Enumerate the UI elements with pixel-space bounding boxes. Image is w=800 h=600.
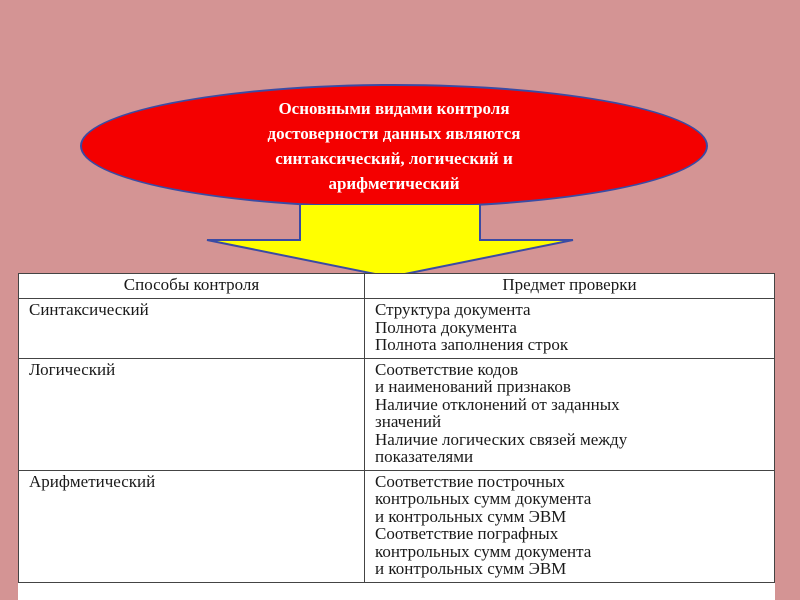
subject-cell [365,299,775,359]
callout-text [214,96,574,196]
down-arrow-icon [205,204,575,278]
subject-cell [365,358,775,470]
header-methods: Способы контроля [19,274,365,299]
table-row [19,470,775,582]
table-row [19,358,775,470]
callout-line: арифметический [328,174,460,193]
table-row [19,299,775,359]
subject-line: Наличие отклонений от заданных [375,394,620,414]
subject-line: и контрольных сумм ЭВМ [375,559,567,578]
method-cell: Синтаксический [19,299,365,359]
control-methods-table [18,273,775,600]
callout-line: достоверности данных являются [267,124,521,143]
subject-line: показателями [375,447,474,466]
subject-line: Структура документа [375,300,531,319]
subject-line: Полнота заполнения строк [375,335,569,354]
table-header-row [19,274,775,299]
header-subject: Предмет проверки [365,274,775,299]
method-cell: Логический [19,358,365,470]
method-cell: Арифметический [19,470,365,582]
subject-line: и контрольных сумм ЭВМ [375,506,567,526]
subject-line: Соответствие построчных [375,471,565,491]
subject-line: Соответствие кодов [375,359,519,379]
subject-line: контрольных сумм документа [375,489,592,508]
subject-line: значений [375,412,442,431]
subject-line: и наименований признаков [375,377,571,396]
callout-ellipse [80,84,708,208]
callout-line: Основными видами контроля [278,99,510,118]
subject-line: Полнота документа [375,317,517,337]
subject-line: Наличие логических связей между [375,429,628,449]
subject-line: Соответствие пографных [375,524,559,543]
subject-cell [365,470,775,582]
subject-line: контрольных сумм документа [375,541,592,561]
callout-line: синтаксический, логический и [275,149,513,168]
